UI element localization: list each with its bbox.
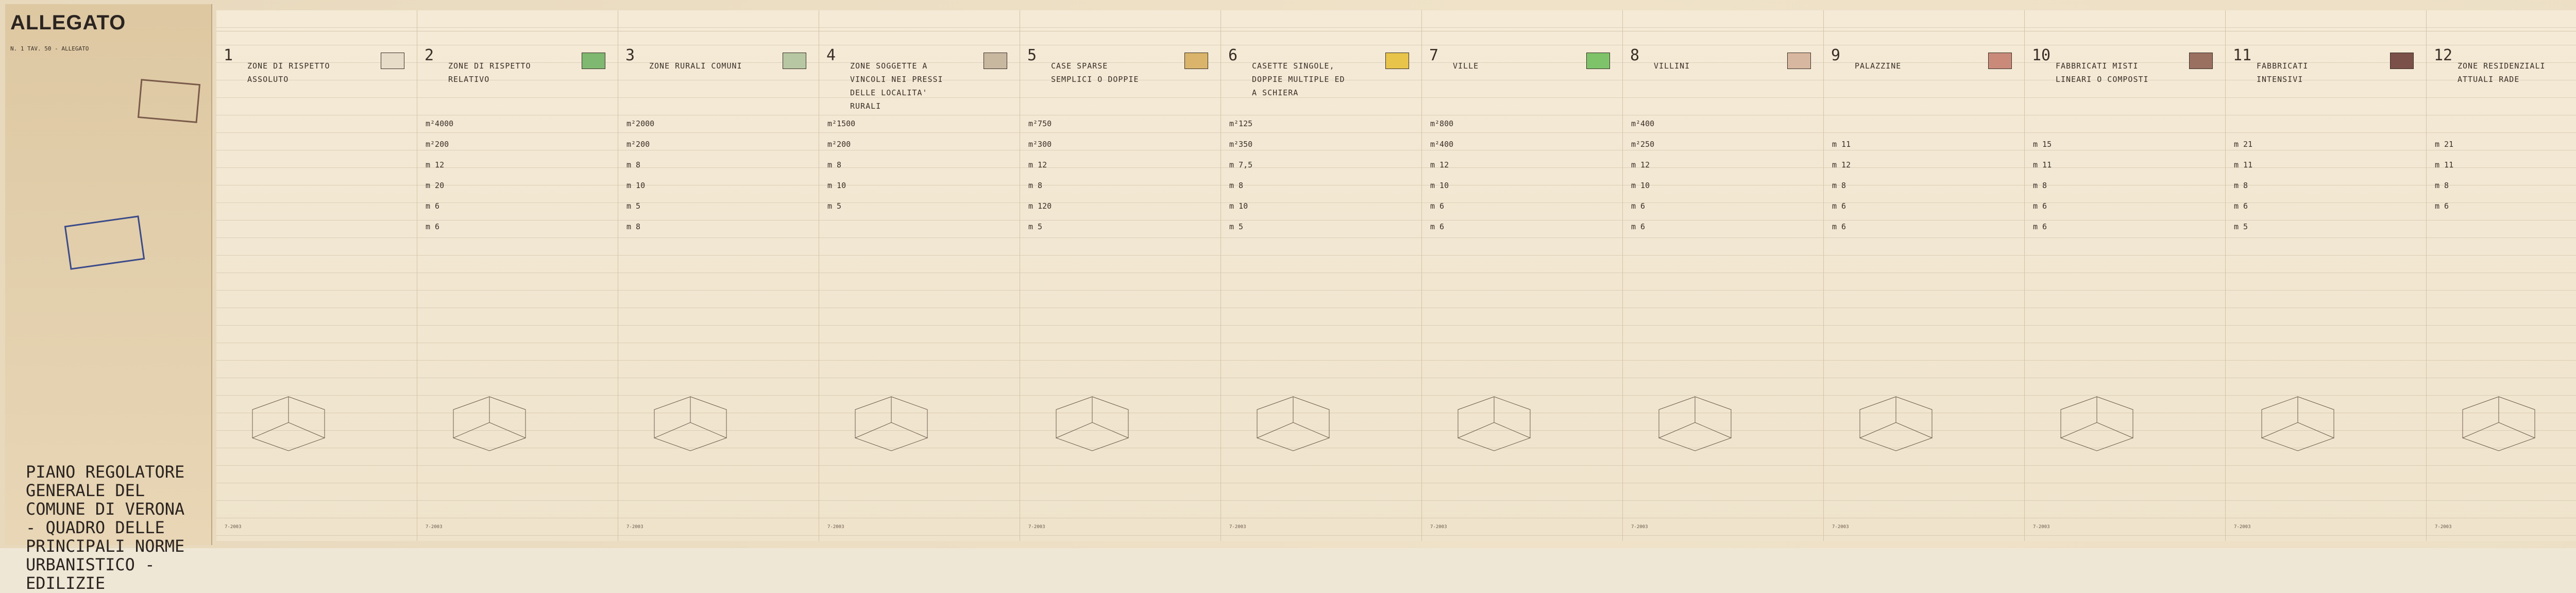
parameter-row: m 5	[2234, 222, 2248, 231]
zone-parameters	[1028, 113, 1162, 237]
strip-footer: 7-2003	[225, 524, 242, 530]
zone-strip	[2226, 10, 2427, 541]
building-sketch	[1236, 381, 1350, 453]
parameter-row	[225, 175, 359, 196]
parameter-row: m 6	[1832, 201, 1846, 211]
zone-number: 10	[2032, 46, 2051, 64]
strip-footer: 7-2003	[626, 524, 643, 530]
parameter-row: m 11	[2435, 160, 2454, 170]
zone-color-swatch	[1787, 53, 1811, 69]
parameter-row: m 10	[1631, 181, 1650, 190]
parameter-row: m 6	[426, 222, 440, 231]
parameter-row	[225, 134, 359, 155]
parameter-row	[2435, 113, 2569, 134]
parameter-row: m 8	[2435, 181, 2449, 190]
cover-heading: ALLEGATO	[10, 11, 126, 34]
sketch-lines	[654, 397, 726, 451]
sketch-lines	[2061, 397, 2133, 451]
sketch-lines	[252, 397, 325, 451]
zone-color-swatch	[1385, 53, 1409, 69]
zone-parameters	[2033, 113, 2167, 237]
parameter-row: m²400	[1631, 119, 1655, 128]
zone-title: VILLINI	[1654, 61, 1690, 71]
zone-number: 1	[224, 46, 233, 64]
zone-number: 9	[1831, 46, 1841, 64]
parameter-row: m²350	[1229, 140, 1253, 149]
parameter-row: m 8	[2033, 181, 2047, 190]
building-sketch	[2040, 381, 2154, 453]
parameter-row: m 20	[426, 181, 445, 190]
parameter-row: m 5	[626, 201, 641, 211]
sketch-lines	[453, 397, 526, 451]
parameter-row: m 12	[1832, 160, 1851, 170]
building-sketch	[835, 381, 948, 453]
parameter-row	[225, 216, 359, 237]
zone-color-swatch	[381, 53, 404, 69]
sketch-lines	[855, 397, 927, 451]
zone-number: 2	[425, 46, 434, 64]
zone-title: CASETTE SINGOLE, DOPPIE MULTIPLE ED A SCHIERA	[1252, 61, 1345, 97]
parameter-row	[1832, 113, 1966, 134]
zone-strip	[819, 10, 1020, 541]
parameter-row: m 6	[1430, 201, 1445, 211]
zone-parameters	[1229, 113, 1363, 237]
strip-footer: 7-2003	[1631, 524, 1648, 530]
zone-strip	[417, 10, 618, 541]
strip-footer: 7-2003	[426, 524, 443, 530]
zone-number: 12	[2434, 46, 2453, 64]
zone-color-swatch	[1184, 53, 1208, 69]
parameter-row	[2435, 216, 2569, 237]
zone-title: ZONE RURALI COMUNI	[649, 61, 742, 71]
parameter-row: m 6	[426, 201, 440, 211]
parameter-row	[2234, 113, 2368, 134]
stamp-block-2	[138, 79, 200, 123]
parameter-row	[225, 155, 359, 175]
parameter-row: m²200	[426, 140, 449, 149]
parameter-row: m 10	[626, 181, 646, 190]
parameter-row: m 6	[1631, 222, 1646, 231]
zone-title: ZONE RESIDENZIALI ATTUALI RADE	[2458, 61, 2546, 84]
parameter-row: m 8	[827, 160, 842, 170]
strip-footer: 7-2003	[2033, 524, 2050, 530]
parameter-row: m²250	[1631, 140, 1655, 149]
parameter-row: m 8	[626, 222, 641, 231]
strip-footer: 7-2003	[827, 524, 844, 530]
building-sketch	[2442, 381, 2555, 453]
parameter-row: m 11	[2033, 160, 2052, 170]
parameter-row: m 12	[1430, 160, 1449, 170]
parameter-row: m 11	[2234, 160, 2253, 170]
parameter-row: m²750	[1028, 119, 1052, 128]
parameter-row: m 10	[827, 181, 846, 190]
parameter-row: m 8	[1832, 181, 1846, 190]
zone-parameters	[827, 113, 961, 237]
zone-color-swatch	[783, 53, 806, 69]
parameter-row: m²125	[1229, 119, 1253, 128]
zone-strip	[2025, 10, 2226, 541]
parameter-row: m 120	[1028, 201, 1052, 211]
parameter-row: m 21	[2435, 140, 2454, 149]
parameter-row: m 6	[1832, 222, 1846, 231]
parameter-row: m²800	[1430, 119, 1454, 128]
parameter-row: m 12	[1631, 160, 1650, 170]
strip-footer: 7-2003	[2234, 524, 2251, 530]
zone-number: 3	[625, 46, 635, 64]
zone-color-swatch	[582, 53, 605, 69]
zone-parameters	[2435, 113, 2569, 237]
cover-main-title: PIANO REGOLATORE GENERALE DEL COMUNE DI VERONA - QUADRO DELLE PRINCIPALI NORME URBANISTICO - EDILIZIE	[26, 462, 185, 593]
zone-title: ZONE SOGGETTE A VINCOLI NEI PRESSI DELLE LOCALITA' RURALI	[850, 61, 943, 111]
parameter-row: m 8	[1229, 181, 1244, 190]
zone-parameters	[225, 113, 359, 237]
parameter-row: m 10	[1229, 201, 1248, 211]
parameter-row: m 7,5	[1229, 160, 1253, 170]
zone-title: CASE SPARSE SEMPLICI O DOPPIE	[1051, 61, 1139, 84]
zone-title: ZONE DI RISPETTO RELATIVO	[448, 61, 531, 84]
sketch-lines	[1860, 397, 1932, 451]
zone-strip	[216, 10, 417, 541]
building-sketch	[1839, 381, 1953, 453]
zone-number: 7	[1429, 46, 1439, 64]
building-sketch	[1437, 381, 1551, 453]
zone-title: ZONE DI RISPETTO ASSOLUTO	[247, 61, 330, 84]
zone-strip	[1221, 10, 1422, 541]
parameter-row	[225, 196, 359, 216]
zone-strip	[1824, 10, 2025, 541]
parameter-row: m 21	[2234, 140, 2253, 149]
zone-strip	[1422, 10, 1623, 541]
zone-number: 8	[1630, 46, 1640, 64]
stamp-block	[64, 215, 145, 269]
sketch-lines	[2463, 397, 2535, 451]
strip-footer: 7-2003	[1430, 524, 1447, 530]
zone-title: FABBRICATI INTENSIVI	[2257, 61, 2309, 84]
sketch-lines	[1056, 397, 1128, 451]
zone-strip	[618, 10, 819, 541]
parameter-row: m 5	[827, 201, 842, 211]
zone-parameters	[2234, 113, 2368, 237]
zone-title: VILLE	[1453, 61, 1479, 71]
zone-number: 6	[1228, 46, 1238, 64]
parameter-row: m 5	[1229, 222, 1244, 231]
parameter-row: m²1500	[827, 119, 856, 128]
sketch-lines	[1659, 397, 1731, 451]
parameter-row: m 10	[1430, 181, 1449, 190]
zone-color-swatch	[2189, 53, 2213, 69]
zone-color-swatch	[984, 53, 1007, 69]
parameter-row	[225, 113, 359, 134]
building-sketch	[1638, 381, 1752, 453]
parameter-row: m²400	[1430, 140, 1454, 149]
zone-title: PALAZZINE	[1855, 61, 1902, 71]
parameter-row	[2033, 113, 2167, 134]
parameter-row: m²300	[1028, 140, 1052, 149]
parameter-row	[827, 216, 961, 237]
zone-parameters	[1832, 113, 1966, 237]
zone-title: FABBRICATI MISTI LINEARI O COMPOSTI	[2056, 61, 2149, 84]
zone-number: 5	[1027, 46, 1037, 64]
parameter-row: m 12	[1028, 160, 1047, 170]
parameter-row: m 6	[2435, 201, 2449, 211]
zone-color-swatch	[1988, 53, 2012, 69]
strip-footer: 7-2003	[1832, 524, 1849, 530]
cover-panel	[5, 4, 212, 593]
zone-number: 4	[826, 46, 836, 64]
strip-footer: 7-2003	[1028, 524, 1045, 530]
zone-strip	[1623, 10, 1824, 541]
zone-parameters	[426, 113, 560, 237]
parameter-row: m²2000	[626, 119, 655, 128]
strip-footer: 7-2003	[2435, 524, 2452, 530]
parameter-row: m 6	[2033, 222, 2047, 231]
parameter-row: m 6	[2234, 201, 2248, 211]
parameter-row: m 8	[2234, 181, 2248, 190]
parameter-row: m 6	[1430, 222, 1445, 231]
zone-number: 11	[2233, 46, 2252, 64]
zone-strip	[1020, 10, 1221, 541]
parameter-row: m 15	[2033, 140, 2052, 149]
parameter-row: m 8	[1028, 181, 1043, 190]
zone-parameters	[1430, 113, 1564, 237]
parameter-row: m 8	[626, 160, 641, 170]
parameter-row: m 11	[1832, 140, 1851, 149]
zone-parameters	[1631, 113, 1765, 237]
sketch-lines	[2262, 397, 2334, 451]
parameter-row: m²200	[626, 140, 650, 149]
building-sketch	[232, 381, 345, 453]
zone-strip	[2427, 10, 2576, 541]
parameter-row: m²4000	[426, 119, 454, 128]
parameter-row: m 6	[2033, 201, 2047, 211]
zone-parameters	[626, 113, 760, 237]
parameter-row: m 5	[1028, 222, 1043, 231]
sketch-lines	[1458, 397, 1530, 451]
sketch-lines	[1257, 397, 1329, 451]
building-sketch	[634, 381, 747, 453]
parameter-row: m 6	[1631, 201, 1646, 211]
cover-subheading: N. 1 TAV. 50 - ALLEGATO	[10, 45, 89, 52]
zone-color-swatch	[2390, 53, 2414, 69]
zone-color-swatch	[1586, 53, 1610, 69]
parameter-row: m 12	[426, 160, 445, 170]
parameter-row: m²200	[827, 140, 851, 149]
building-sketch	[1036, 381, 1149, 453]
strip-footer: 7-2003	[1229, 524, 1246, 530]
building-sketch	[433, 381, 546, 453]
building-sketch	[2241, 381, 2354, 453]
